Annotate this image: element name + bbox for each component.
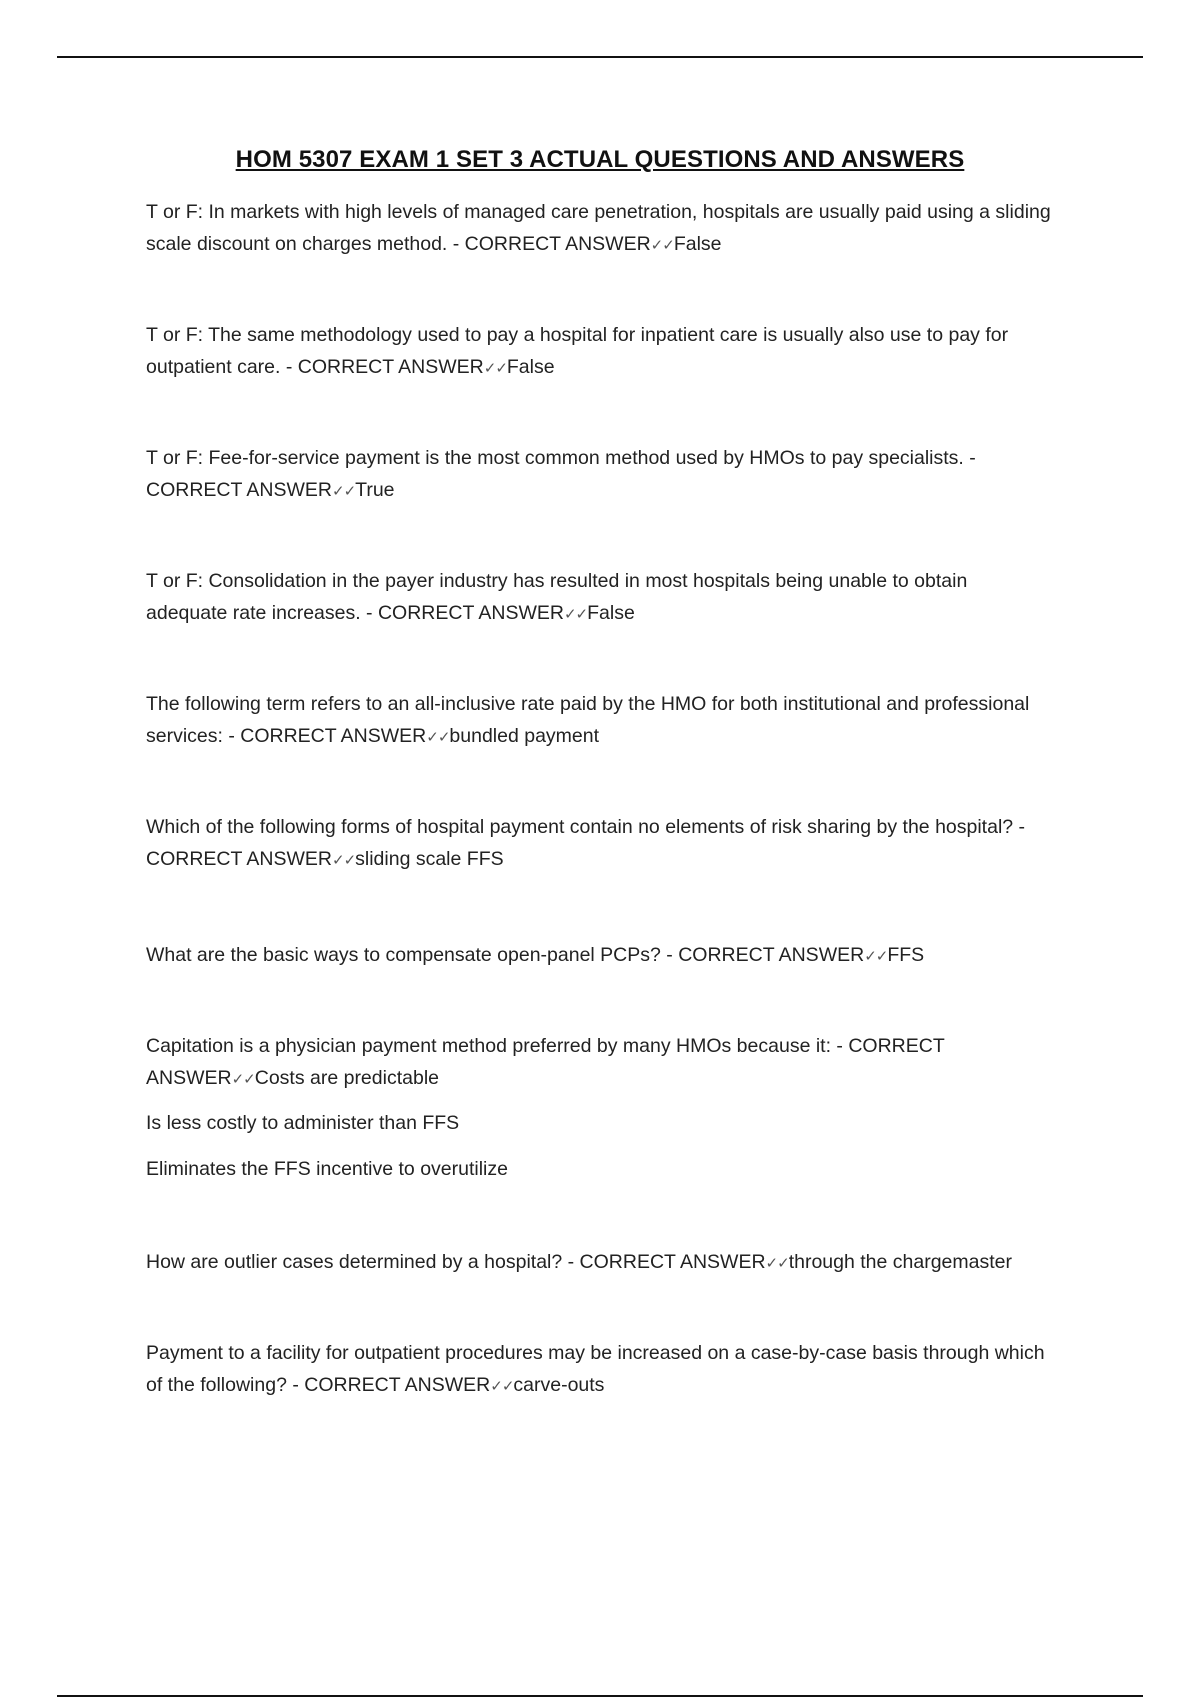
qa-item [146, 939, 1096, 972]
question-text: T or F: The same methodology used to pay a hospital for inpatient care is usually also use to pay for [146, 324, 1009, 346]
question-text: How are outlier cases determined by a hospital? - CORRECT ANSWER [146, 1251, 766, 1273]
answer-text: False [506, 356, 555, 378]
double-check-icon: ✓✓ [490, 1377, 514, 1395]
qa-item [146, 196, 1096, 261]
answer-text: Costs are predictable [254, 1067, 439, 1089]
answer-continuation: Eliminates the FFS incentive to overutilize [146, 1158, 508, 1180]
question-text: of the following? - CORRECT ANSWER [146, 1374, 491, 1396]
answer-text: sliding scale FFS [355, 848, 504, 870]
question-text: outpatient care. - CORRECT ANSWER [146, 356, 484, 378]
double-check-icon: ✓✓ [765, 1254, 789, 1272]
double-check-icon: ✓✓ [563, 605, 588, 623]
double-check-icon: ✓✓ [426, 728, 450, 746]
question-text: scale discount on charges method. - CORRECT ANSWER [146, 233, 651, 255]
bottom-divider [57, 1695, 1143, 1697]
question-text: Payment to a facility for outpatient procedures may be increased on a case-by-case basis through which [146, 1342, 1045, 1364]
question-text: T or F: In markets with high levels of managed care penetration, hospitals are usually paid using a sliding [146, 201, 1051, 223]
answer-continuation: Is less costly to administer than FFS [146, 1112, 460, 1134]
double-check-icon: ✓✓ [332, 851, 356, 869]
answer-text: bundled payment [449, 725, 600, 747]
question-text: Capitation is a physician payment method preferred by many HMOs because it: - CORRECT [146, 1035, 945, 1057]
answer-text: False [673, 233, 722, 255]
question-text: Which of the following forms of hospital payment contain no elements of risk sharing by the hospital? - [146, 816, 1026, 838]
question-text: adequate rate increases. - CORRECT ANSWER [146, 602, 564, 624]
document-title: HOM 5307 EXAM 1 SET 3 ACTUAL QUESTIONS AND ANSWERS [235, 146, 965, 173]
question-text: ANSWER [146, 1067, 232, 1089]
question-text: services: - CORRECT ANSWER [146, 725, 427, 747]
question-text: CORRECT ANSWER [146, 848, 332, 870]
double-check-icon: ✓✓ [483, 359, 507, 377]
answer-text: carve-outs [513, 1374, 605, 1396]
question-text: What are the basic ways to compensate open-panel PCPs? - CORRECT ANSWER [146, 944, 865, 966]
qa-item [146, 442, 1096, 507]
double-check-icon: ✓✓ [864, 947, 888, 965]
double-check-icon: ✓✓ [332, 482, 356, 500]
answer-text: FFS [887, 944, 925, 966]
question-text: T or F: Consolidation in the payer industry has resulted in most hospitals being unable to obtain [146, 570, 968, 592]
qa-item [146, 565, 1096, 630]
answer-text: through the chargemaster [788, 1251, 1012, 1273]
qa-item [146, 1030, 1096, 1095]
qa-item [146, 1246, 1096, 1279]
double-check-icon: ✓✓ [231, 1070, 255, 1088]
top-divider [57, 56, 1143, 58]
qa-item [146, 811, 1096, 876]
answer-text: True [355, 479, 395, 501]
double-check-icon: ✓✓ [650, 236, 674, 254]
qa-item [146, 688, 1096, 753]
qa-item [146, 1337, 1096, 1402]
qa-item [146, 319, 1096, 384]
question-text: The following term refers to an all-inclusive rate paid by the HMO for both institutional and professional [146, 693, 1030, 715]
question-text: CORRECT ANSWER [146, 479, 332, 501]
answer-text: False [587, 602, 635, 624]
question-text: T or F: Fee-for-service payment is the most common method used by HMOs to pay specialists. - [146, 447, 976, 469]
